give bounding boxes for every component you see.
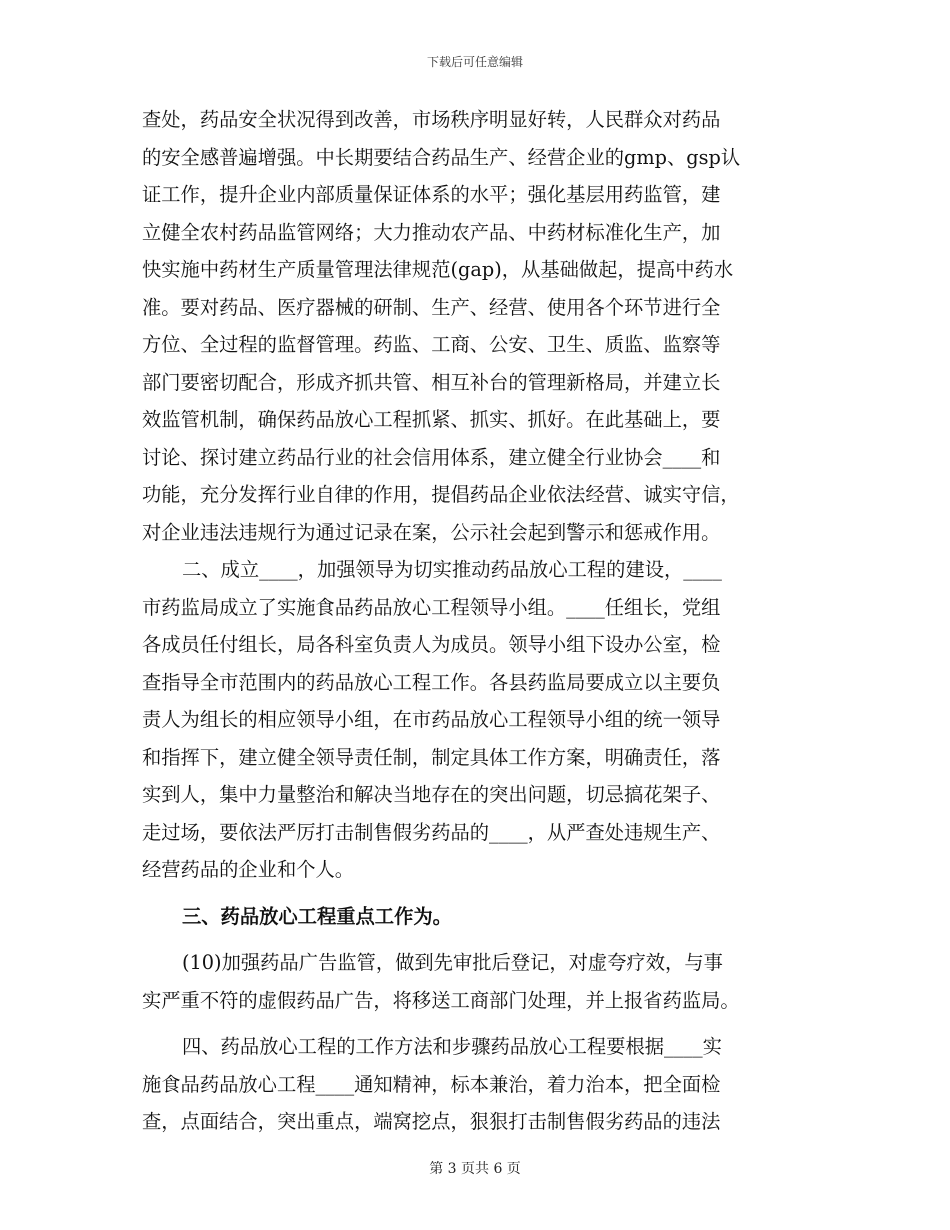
paragraph-gap	[142, 889, 822, 898]
section-three-heading: 三、药品放心工程重点工作为。	[182, 904, 452, 928]
text-line: 施食品药品放心工程____通知精神，标本兼治，着力治本，把全面检	[142, 1072, 721, 1096]
text-line: 和指挥下，建立健全领导责任制，制定具体工作方案，明确责任，落	[142, 745, 721, 769]
text-line: 对企业违法违规行为通过记录在案，公示社会起到警示和惩戒作用。	[142, 520, 721, 544]
text-line: 部门要密切配合，形成齐抓共管、相互补台的管理新格局，并建立长	[142, 370, 721, 394]
text-line: 市药监局成立了实施食品药品放心工程领导小组。____任组长，党组	[142, 595, 721, 619]
text-line: 走过场，要依法严厉打击制售假劣药品的____，从严查处违规生产、	[142, 820, 721, 844]
text-line: 查，点面结合，突出重点，端窝挖点，狠狠打击制售假劣药品的违法	[142, 1110, 721, 1133]
text-line: 方位、全过程的监督管理。药监、工商、公安、卫生、质监、监察等	[142, 333, 721, 356]
page-header: 下载后可任意编辑	[426, 55, 523, 69]
text-line: 查处，药品安全状况得到改善，市场秩序明显好转，人民群众对药品	[142, 108, 721, 131]
text-line: 证工作，提升企业内部质量保证体系的水平；强化基层用药监管，建	[142, 183, 721, 206]
text-line: 实到人，集中力量整治和解决当地存在的突出问题，切忌搞花架子、	[142, 783, 721, 806]
text-line: 实严重不符的虚假药品广告，将移送工商部门处理，并上报省药监局。	[142, 988, 740, 1012]
section-two-first-line: 二、成立____，加强领导为切实推动药品放心工程的建设，____	[182, 558, 722, 581]
text-line: 查指导全市范围内的药品放心工程工作。各县药监局要成立以主要负	[142, 670, 721, 694]
text-line: 准。要对药品、医疗器械的研制、生产、经营、使用各个环节进行全	[142, 295, 721, 319]
text-line: 立健全农村药品监管网络；大力推动农产品、中药材标准化生产，加	[142, 220, 721, 244]
text-line: 功能，充分发挥行业自律的作用，提倡药品企业依法经营、诚实守信，	[142, 483, 740, 506]
text-line: 责人为组长的相应领导小组，在市药品放心工程领导小组的统一领导	[142, 708, 721, 731]
paragraph-gap	[142, 935, 822, 944]
text-line: 的安全感普遍增强。中长期要结合药品生产、经营企业的gmp、gsp认	[142, 145, 741, 169]
page-footer: 第 3 页共 6 页	[429, 1161, 521, 1177]
text-line: 快实施中药材生产质量管理法律规范(gap)，从基础做起，提高中药水	[142, 258, 734, 281]
text-line: 效监管机制，确保药品放心工程抓紧、抓实、抓好。在此基础上，要	[142, 408, 721, 431]
item-ten-first-line: (10)加强药品广告监管，做到先审批后登记，对虚夸疗效，与事	[182, 951, 723, 974]
document-body	[142, 101, 822, 1141]
text-line: 讨论、探讨建立药品行业的社会信用体系，建立健全行业协会____和	[142, 445, 721, 469]
paragraph-gap	[142, 1019, 822, 1028]
text-line: 各成员任付组长，局各科室负责人为成员。领导小组下设办公室，检	[142, 633, 721, 656]
text-line: 经营药品的企业和个人。	[142, 858, 355, 881]
section-four-first-line: 四、药品放心工程的工作方法和步骤药品放心工程要根据____实	[182, 1035, 722, 1058]
